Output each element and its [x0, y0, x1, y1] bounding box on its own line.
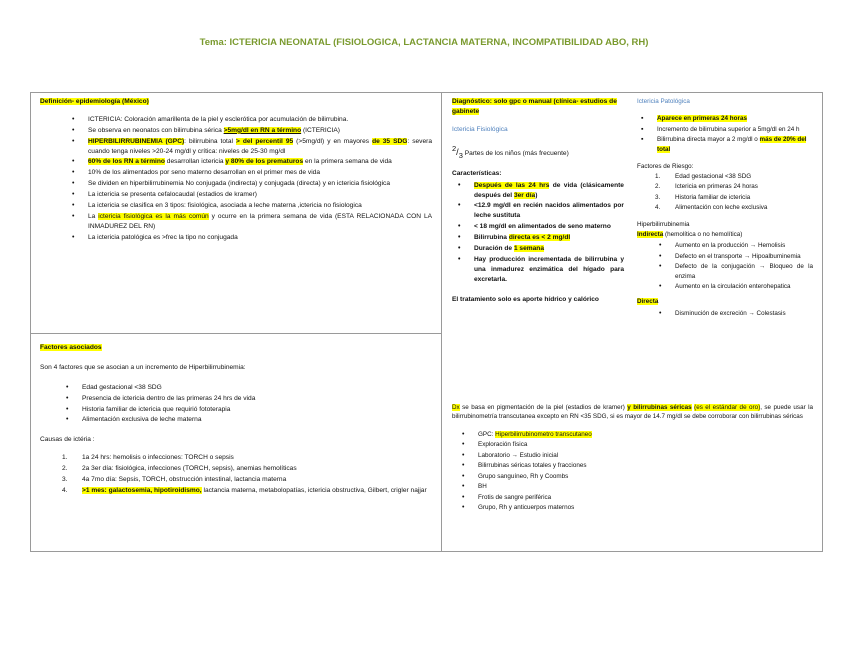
- definition-section: [40, 97, 432, 244]
- treatment-text: El tratamiento solo es aporte hídrico y calórico: [452, 295, 599, 303]
- hyper-title: Hiperbilirrubinemia: [637, 221, 690, 229]
- list-item: • La ictericia patológica es >frec la tipo no conjugada: [88, 233, 432, 243]
- list-item: • Presencia de ictericia dentro de las primeras 24 hrs de vida: [82, 394, 432, 404]
- list-item: • Después de las 24 hrs de vida (clásicamente después del 3er día): [474, 181, 624, 201]
- list-item: 2. Ictericia en primeras 24 horas: [655, 183, 758, 191]
- list-item: 4. >1 mes: galactosemia, hipotiroidismo, lactancia materna, metabolopatías, ictericia obstructiva, Gilbert, crigler najjar: [62, 486, 427, 494]
- list-item: ▪ Aparece en primeras 24 horas: [657, 114, 813, 123]
- list-item: • Hay producción incrementada de bilirrubina y una inmadurez enzimática del hígado para excretarla.: [474, 255, 624, 285]
- physiological-title: Ictericia Fisiológica: [452, 125, 508, 133]
- definition-heading: Definición- epidemiología (México): [40, 98, 149, 105]
- list-item: • Alimentación exclusiva de leche materna: [82, 415, 432, 425]
- diagnosis-heading: Diagnóstico: solo gpc o manual (clínica- estudios de gabinete: [452, 98, 617, 115]
- list-item: • Aumento en la producción → Hemolisis: [675, 241, 813, 250]
- pathological-title: Ictericia Patológica: [637, 98, 690, 105]
- factors-intro: Son 4 factores que se asocian a un incremento de Hiperbilirrubinemia:: [40, 363, 246, 371]
- list-item: • Defecto de la conjugación → Bloqueo de la enzima: [675, 262, 813, 281]
- list-item: ▪ Bilirrubina directa mayor a 2 mg/dl o más de 20% del total: [657, 135, 813, 154]
- list-item: • La ictericia fisiológica es la más común y ocurre en la primera semana de vida (ESTA RELACIONADA CON LA INMADUREZ DEL RN): [88, 212, 432, 232]
- list-item: • Se observa en neonatos con bilirrubina sérica >5mg/dl en RN a término (ICTERICIA): [88, 126, 432, 136]
- indirect-label: Indirecta: [637, 230, 664, 238]
- list-item: • Disminución de excreción → Colestasis: [675, 309, 813, 318]
- list-item: • HIPERBILIRRUBINEMIA (GPC): bilirrubina total > del percentil 95 (>5mg/dl) y en mayores de 35 SDG: severa cuando tenga niveles >20-24 mg/dl y crítica: niveles de 25-30 mg/dl: [88, 137, 432, 157]
- list-item: • Historia familiar de ictericia que requirió fototerapia: [82, 405, 432, 415]
- list-item: 4. Alimentación con leche exclusiva: [655, 203, 768, 211]
- list-item: • BH: [478, 482, 813, 491]
- list-item: • Frotis de sangre periférica: [478, 493, 813, 502]
- list-item: • GPC: Hiperbilirrubinometro transcutaneo: [478, 430, 813, 439]
- list-item: 1. Edad gestacional <38 SDG: [655, 172, 752, 180]
- causes-title: Causas de ictéria :: [40, 436, 95, 444]
- list-item: • Grupo, Rh y anticuerpos maternos: [478, 503, 813, 512]
- factors-heading: Factores asociados: [40, 344, 102, 351]
- list-item: • Laboratorio → Estudio inicial: [478, 451, 813, 460]
- list-item: • Duración de 1 semana: [474, 244, 624, 254]
- direct-label: Directa: [637, 298, 659, 306]
- list-item: 3. Historia familiar de ictericia: [655, 193, 751, 201]
- list-item: • 60% de los RN a término desarrollan ictericia y 80% de los prematuros en la primera semana de vida: [88, 157, 432, 167]
- list-item: • < 18 mg/dl en alimentados de seno materno: [474, 222, 624, 232]
- list-item: ▪ Incremento de bilirrubina superior a 5mg/dl en 24 h: [657, 125, 813, 134]
- list-item: 3. 4a 7mo día: Sepsis, TORCH, obstrucción intestinal, lactancia materna: [62, 476, 287, 484]
- list-item: • ICTERICIA: Coloración amarillenta de la piel y esclerótica por acumulación de bilirrubina.: [88, 115, 432, 125]
- fraction-line: $^2/_3$ Partes de los niños (más frecuente): [452, 143, 569, 160]
- dx-section: [452, 403, 813, 513]
- list-item: • Exploración física: [478, 440, 813, 449]
- page-title: Tema: ICTERICIA NEONATAL (FISIOLOGICA, LACTANCIA MATERNA, INCOMPATIBILIDAD ABO, RH): [199, 37, 649, 48]
- row-divider: [30, 333, 442, 334]
- list-item: • Edad gestacional <38 SDG: [82, 383, 432, 393]
- pathological-section: Ictericia Patológica ▪ Aparece en primeras 24 horas ▪ Incremento de bilirrubina superior a 5mg/dl en 24 h ▪ Bilirrubina directa mayor a 2 mg/dl o más de 20% del total Factores de Riesgo: 1. Edad gestacional <38 SDG 2. Ictericia en primeras 24 horas 3. Historia familiar de ictericia 4. Alimentación con leche exclusiva Hiperbilirrubinemia Indirecta (hemolítica o no hemolítica) • Aumento en la producción → Hemolisis • Defecto en el transporte → Hipoalbuminemia • Defecto de la conjugación → Bloqueo de la enzima • Aumento en la circulación enterohepatica Directa • Disminución de excreción → Colestasis: [637, 97, 813, 319]
- factors-section: [40, 343, 432, 497]
- characteristics-title: Características:: [452, 169, 502, 177]
- list-item: • Grupo sanguíneo, Rh y Coombs: [478, 472, 813, 481]
- dx-paragraph: Dx se basa en pigmentación de la piel (estadios de kramer) y bilirrubinas séricas (es el estándar de oro), se puede usar la bilirrubinometría transcutanea excepto en RN <35 SDG, si es mayor de 14.7 mg/dl se debe corroborar con bilirrubinas séricas: [452, 404, 814, 421]
- list-item: • Aumento en la circulación enterohepatica: [675, 282, 813, 291]
- list-item: • Bilirrubina directa es < 2 mg/dl: [474, 233, 624, 243]
- list-item: 1. 1a 24 hrs: hemolisis o infecciones: TORCH o sepsis: [62, 454, 234, 462]
- list-item: • <12.9 mg/dl en recién nacidos alimentados por leche sustituta: [474, 201, 624, 221]
- list-item: • La ictericia se presenta cefalocaudal (estadios de kramer): [88, 190, 432, 200]
- list-item: • 10% de los alimentados por seno materno desarrollan en el primer mes de vida: [88, 168, 432, 178]
- risk-title: Factores de Riesgo:: [637, 163, 694, 171]
- diagnosis-section: [452, 97, 624, 304]
- list-item: • Bilirrubinas séricas totales y fracciones: [478, 461, 813, 470]
- list-item: 2. 2a 3er día: fisiológica, infecciones (TORCH, sepsis), anemias hemolíticas: [62, 465, 297, 473]
- list-item: • La ictericia se clasifica en 3 tipos: fisiológica, asociada a leche materna ,ictericia no fisiologica: [88, 201, 432, 211]
- column-divider: [441, 92, 442, 552]
- list-item: • Se dividen en hiperbilirrubinemia No conjugada (indirecta) y conjugada (directa) y en ictericia fisiológica: [88, 179, 432, 189]
- list-item: • Defecto en el transporte → Hipoalbuminemia: [675, 252, 813, 261]
